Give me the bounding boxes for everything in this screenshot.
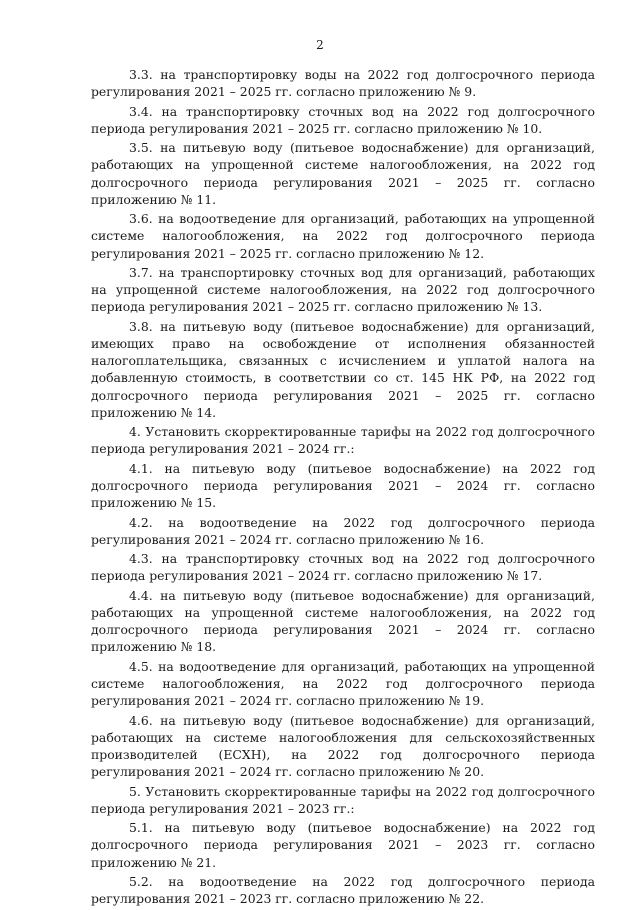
paragraph-3-4: 3.4. на транспортировку сточных вод на 2022 год долгосрочного периода регулирования 2021 – 2025 гг. согласно приложению № 10. [91,103,595,136]
paragraph-5-1: 5.1. на питьевую воду (питьевое водоснабжение) на 2022 год долгосрочного периода регулирования 2021 – 2023 гг. согласно приложению № 21. [91,820,595,870]
paragraph-4-1: 4.1. на питьевую воду (питьевое водоснабжение) на 2022 год долгосрочного периода регулирования 2021 – 2024 гг. согласно приложению № 15. [91,460,595,511]
paragraph-3-3: 3.3. на транспортировку воды на 2022 год долгосрочного периода регулирования 2021 – 2025 гг. согласно приложению № 9. [91,67,595,100]
paragraph-3-7: 3.7. на транспортировку сточных вод для организаций, работающих на упрощенной системе налогообложения, на 2022 год долгосрочного периода регулирования 2021 – 2025 гг. согласно приложению № 13. [91,264,595,315]
paragraph-4: 4. Установить скорректированные тарифы на 2022 год долгосрочного периода регулирования 2021 – 2024 гг.: [91,424,595,457]
paragraph-5-2: 5.2. на водоотведение на 2022 год долгосрочного периода регулирования 2021 – 2023 гг. согласно приложению № 22. [91,873,595,907]
paragraph-4-2: 4.2. на водоотведение на 2022 год долгосрочного периода регулирования 2021 – 2024 гг. согласно приложению № 16. [91,514,595,547]
document-body [91,66,595,910]
paragraph-3-5: 3.5. на питьевую воду (питьевое водоснабжение) для организаций, работающих на упрощенной системе налогообложения, на 2022 год долгосрочного периода регулирования 2021 – 2025 гг. согласно приложению № 11. [91,140,595,207]
paragraph-3-8: 3.8. на питьевую воду (питьевое водоснабжение) для организаций, имеющих право на освобождение от исполнения обязанностей налогоплательщика, связанных с исчислением и уплатой налога на добавленную стоимость, в соответствии со ст. 145 НК РФ, на 2022 год долгосрочного периода регулирования 2021 – 2025 гг. согласно приложению № 14. [91,318,595,420]
page-number: 2 [316,38,324,52]
paragraph-4-6: 4.6. на питьевую воду (питьевое водоснабжение) для организаций, работающих на системе налогообложения для сельскохозяйственных производителей (ЕСХН), на 2022 год долгосрочного периода регулирования 2021 – 2024 гг. согласно приложению № 20. [91,712,595,780]
paragraph-5: 5. Установить скорректированные тарифы на 2022 год долгосрочного периода регулирования 2021 – 2023 гг.: [91,783,595,816]
paragraph-4-3: 4.3. на транспортировку сточных вод на 2022 год долгосрочного периода регулирования 2021 – 2024 гг. согласно приложению № 17. [91,551,595,584]
paragraph-4-5: 4.5. на водоотведение для организаций, работающих на упрощенной системе налогообложения, на 2022 год долгосрочного периода регулирования 2021 – 2024 гг. согласно приложению № 19. [91,658,595,709]
paragraph-4-4: 4.4. на питьевую воду (питьевое водоснабжение) для организаций, работающих на упрощенной системе налогообложения, на 2022 год долгосрочного периода регулирования 2021 – 2024 гг. согласно приложению № 18. [91,587,595,655]
paragraph-3-6: 3.6. на водоотведение для организаций, работающих на упрощенной системе налогообложения, на 2022 год долгосрочного периода регулирования 2021 – 2025 гг. согласно приложению № 12. [91,211,595,261]
